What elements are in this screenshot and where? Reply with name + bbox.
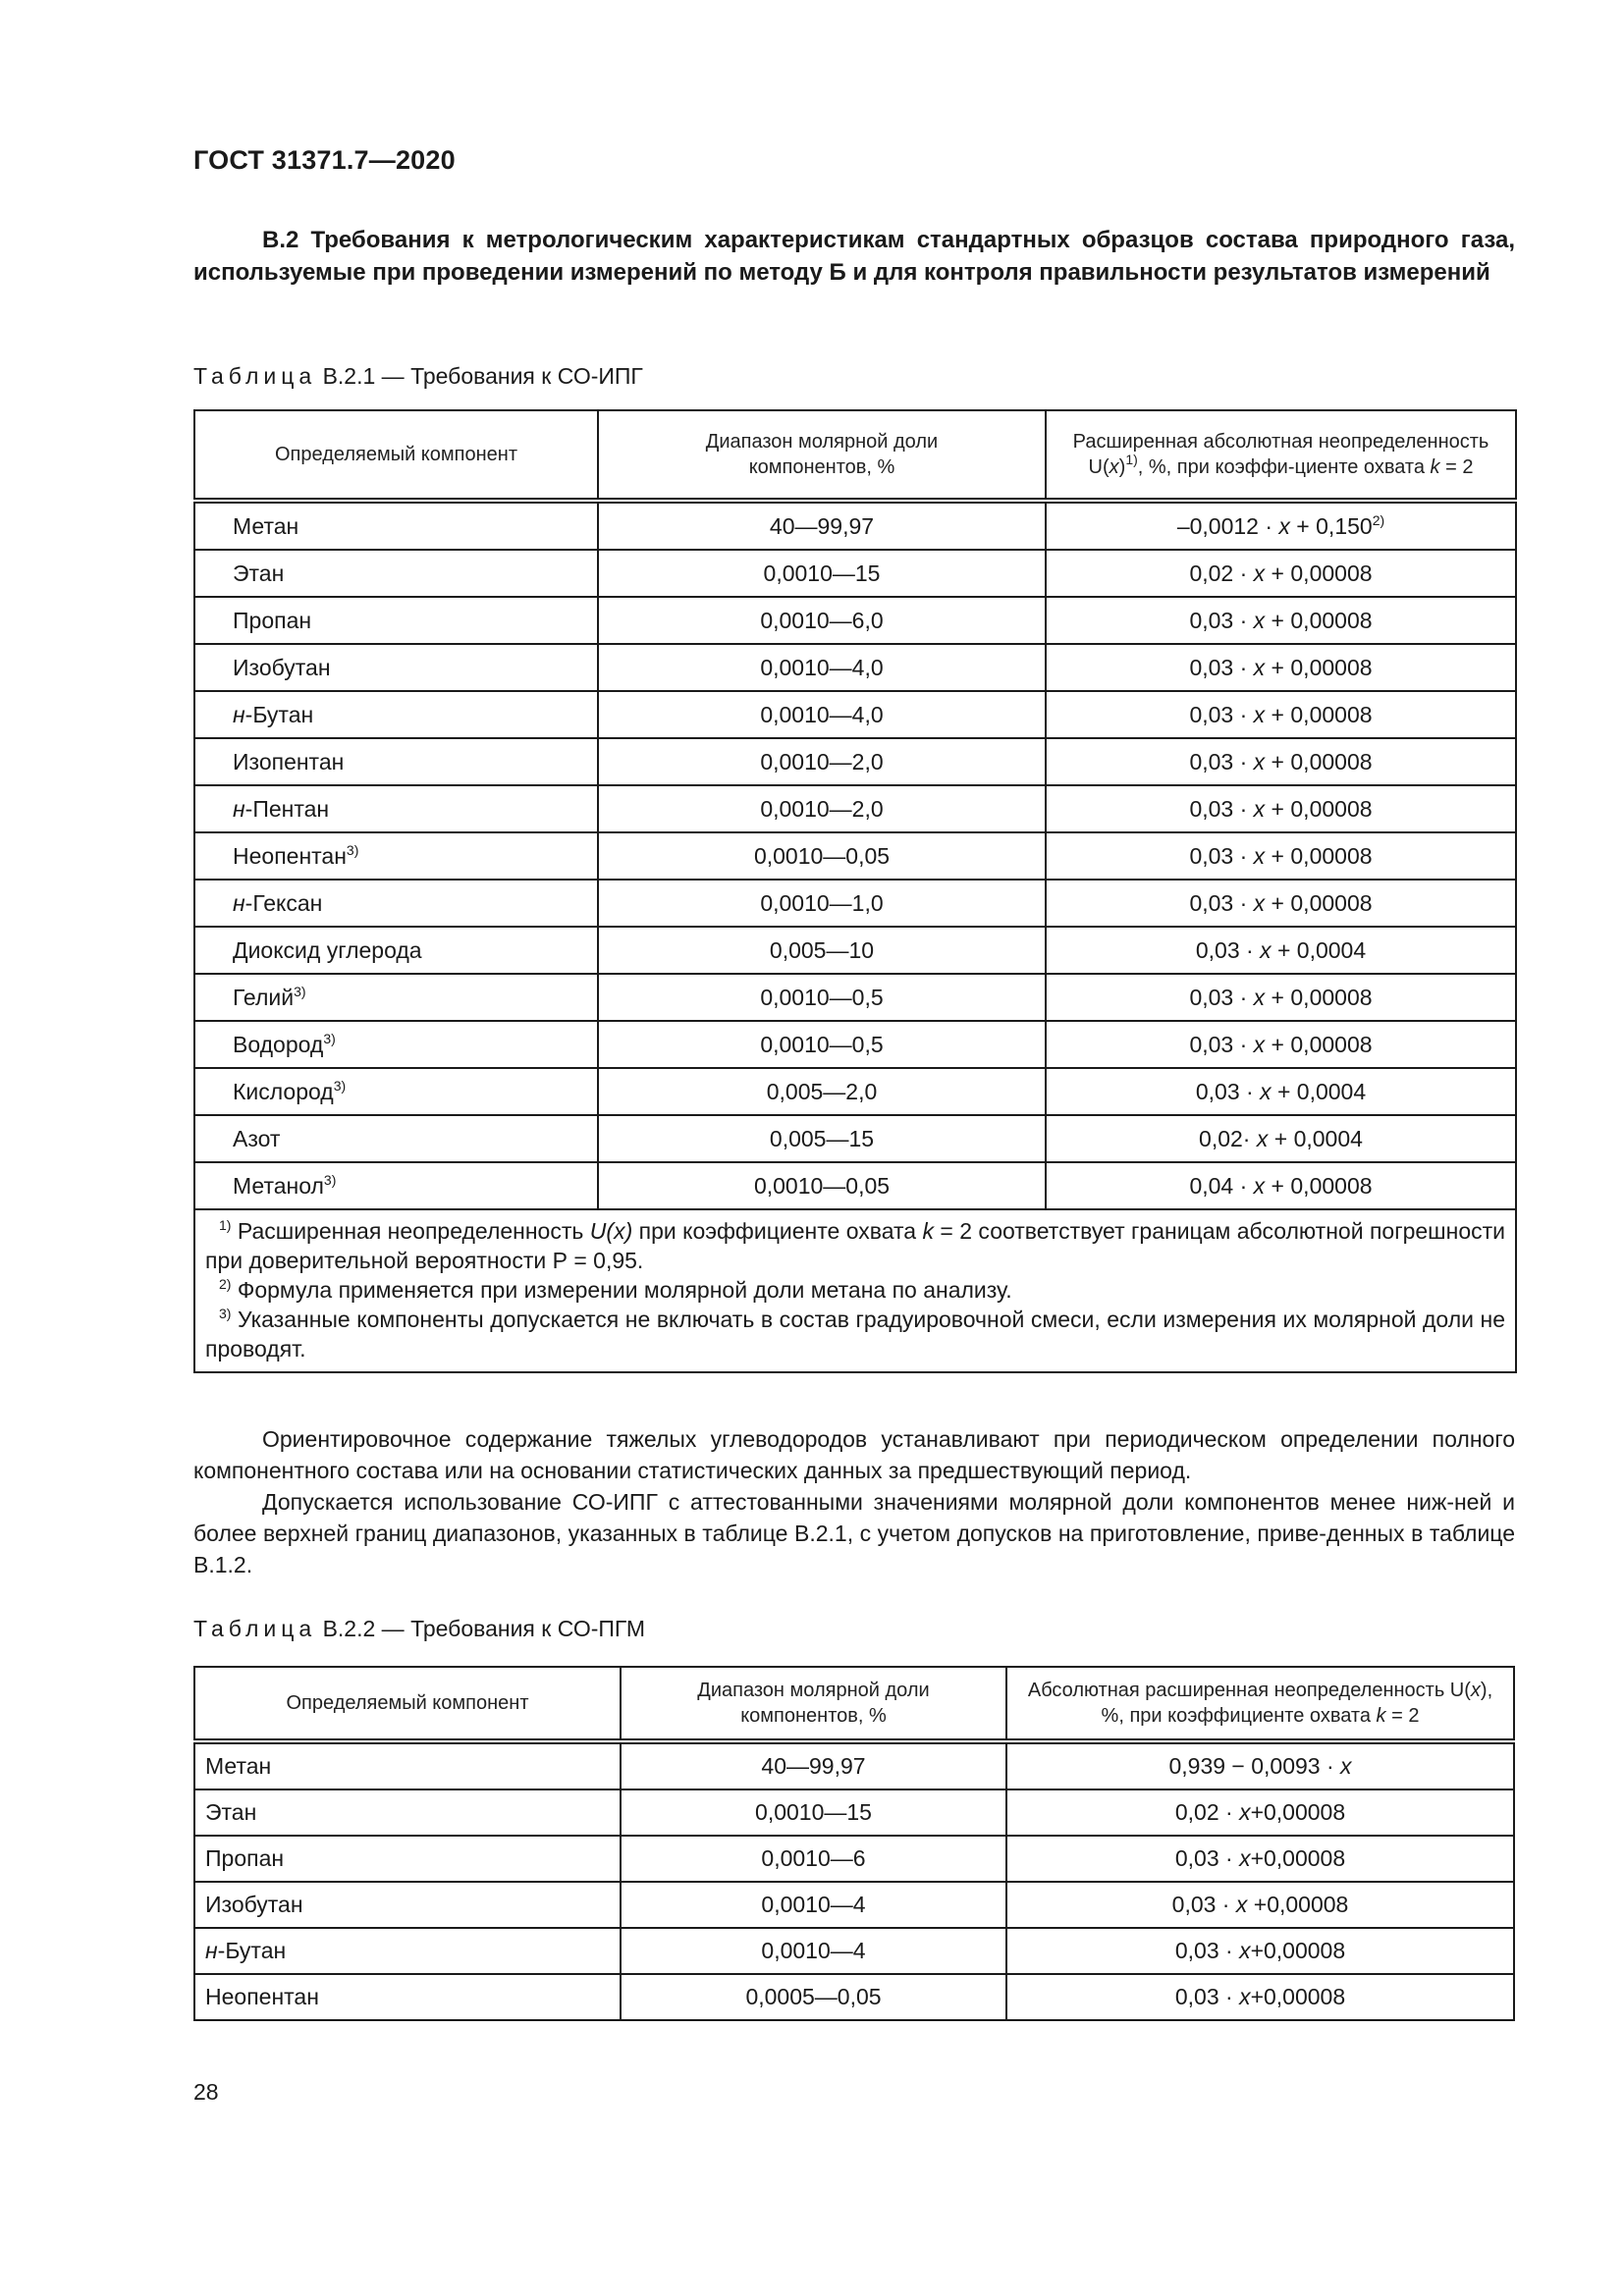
component-name: Неопентан <box>205 1984 319 2009</box>
cell-component <box>194 644 598 691</box>
cell-uncertainty <box>1006 1836 1514 1882</box>
header-uncertainty <box>1006 1667 1514 1741</box>
formula-text: + 0,00008 <box>1265 560 1373 586</box>
cell-component <box>194 785 598 832</box>
variable-x: x <box>1253 654 1266 680</box>
formula-text: –0,0012 · <box>1176 512 1279 539</box>
formula-text: + 0,00008 <box>1265 842 1373 869</box>
header-uncertainty-var: k <box>1376 1705 1386 1727</box>
cell-range: 0,0010—4,0 <box>598 644 1046 691</box>
component-prefix: н <box>233 795 245 822</box>
cell-range: 0,0010—4 <box>621 1928 1006 1974</box>
variable-x: x <box>1253 795 1266 822</box>
document-title: ГОСТ 31371.7—2020 <box>193 145 456 175</box>
formula-text: +0,00008 <box>1250 1938 1346 1963</box>
footnote-indent <box>205 1307 219 1332</box>
formula-text: 0,03 · <box>1189 842 1254 869</box>
cell-range: 0,0010—0,05 <box>598 1162 1046 1209</box>
cell-range: 0,0010—0,5 <box>598 974 1046 1021</box>
footnote-ref: 3) <box>323 1171 337 1188</box>
header-uncertainty-text: = 2 <box>1385 1705 1420 1727</box>
component-name: Изопентан <box>233 748 345 774</box>
footnote-ref: 3) <box>323 1030 336 1046</box>
formula-text: 0,03 · <box>1174 1938 1240 1963</box>
formula-text: + 0,00008 <box>1265 1031 1373 1057</box>
component-name: Этан <box>205 1799 257 1825</box>
variable-x: x <box>1253 984 1266 1010</box>
table-b22-body <box>194 1741 1514 2020</box>
cell-range: 0,0010—0,5 <box>598 1021 1046 1068</box>
cell-component <box>194 1068 598 1115</box>
footnote-variable: k <box>922 1218 934 1244</box>
table-b21 <box>193 409 1517 1373</box>
header-uncertainty-var: x <box>1470 1680 1481 1701</box>
formula-text: 0,02 · <box>1189 560 1254 586</box>
cell-range: 0,0010—4 <box>621 1882 1006 1928</box>
footnote-indent <box>205 1277 219 1303</box>
formula-text: + 0,0004 <box>1271 936 1367 963</box>
formula-text: + 0,00008 <box>1265 701 1373 727</box>
footnote-text: Указанные компоненты допускается не включать в состав градуировочной смеси, если измерения их молярной доли не проводят. <box>205 1307 1505 1362</box>
cell-uncertainty <box>1046 1021 1516 1068</box>
cell-component <box>194 1789 621 1836</box>
component-name: Метан <box>205 1753 272 1779</box>
header-range-text: Диапазон молярной доли компонентов, % <box>705 431 939 478</box>
footnote-ref: 3) <box>333 1077 347 1094</box>
formula-text: 0,02· <box>1199 1125 1257 1151</box>
cell-uncertainty <box>1046 691 1516 738</box>
component-prefix: н <box>205 1938 218 1963</box>
cell-uncertainty <box>1006 1789 1514 1836</box>
table-row <box>194 1974 1514 2020</box>
cell-range: 0,005—2,0 <box>598 1068 1046 1115</box>
cell-uncertainty <box>1046 1068 1516 1115</box>
header-component: Определяемый компонент <box>194 1667 621 1741</box>
variable-x: x <box>1239 1799 1251 1825</box>
table-row <box>194 501 1516 550</box>
component-name: -Бутан <box>217 1938 287 1963</box>
cell-component <box>194 1974 621 2020</box>
cell-uncertainty <box>1046 738 1516 785</box>
formula-text: +0,00008 <box>1247 1892 1349 1917</box>
cell-component <box>194 832 598 880</box>
formula-text: 0,03 · <box>1189 748 1254 774</box>
header-uncertainty-var: x <box>1109 456 1119 478</box>
formula-text: 0,03 · <box>1189 1031 1254 1057</box>
table-b22-caption <box>193 1616 645 1642</box>
cell-range: 40—99,97 <box>621 1741 1006 1789</box>
component-name: Этан <box>233 560 285 586</box>
table-row <box>194 1928 1514 1974</box>
formula-text: 0,939 − 0,0093 · <box>1168 1753 1341 1779</box>
cell-uncertainty <box>1046 974 1516 1021</box>
table-row <box>194 550 1516 597</box>
cell-component <box>194 691 598 738</box>
cell-component <box>194 1836 621 1882</box>
footnote-mark: 1) <box>219 1217 232 1233</box>
table-row <box>194 785 1516 832</box>
cell-component <box>194 974 598 1021</box>
formula-text: 0,03 · <box>1189 984 1254 1010</box>
variable-x: x <box>1256 1125 1269 1151</box>
table-row <box>194 1836 1514 1882</box>
formula-text: 0,03 · <box>1189 607 1254 633</box>
footnote-mark: 3) <box>219 1306 232 1321</box>
component-name: Метанол <box>233 1172 324 1199</box>
header-uncertainty-text: Расширенная абсолютная неопределенность U( <box>1072 431 1489 478</box>
formula-text: + 0,150 <box>1289 512 1373 539</box>
variable-x: x <box>1239 1938 1251 1963</box>
cell-component <box>194 597 598 644</box>
component-name: Кислород <box>233 1078 334 1104</box>
header-uncertainty-text: = 2 <box>1439 456 1474 478</box>
header-range-text: Диапазон молярной доли компонентов, % <box>697 1680 930 1727</box>
table-row <box>194 644 1516 691</box>
variable-x: x <box>1260 936 1272 963</box>
cell-component <box>194 1162 598 1209</box>
cell-range: 0,0010—4,0 <box>598 691 1046 738</box>
cell-component <box>194 1741 621 1789</box>
cell-range: 0,005—15 <box>598 1115 1046 1162</box>
footnote-text: Формула применяется при измерении молярной доли метана по анализу. <box>231 1277 1012 1303</box>
footnote-text: = 2 соответствует границам абсолютной погрешности при доверительной вероятности Р = 0,95. <box>205 1218 1505 1273</box>
formula-text: 0,03 · <box>1189 701 1254 727</box>
table-b21-body <box>194 501 1516 1209</box>
variable-x: x <box>1253 607 1266 633</box>
cell-range: 0,005—10 <box>598 927 1046 974</box>
footnote-text: Расширенная неопределенность <box>231 1218 590 1244</box>
cell-component <box>194 1115 598 1162</box>
cell-uncertainty <box>1006 1928 1514 1974</box>
table-row <box>194 597 1516 644</box>
section-heading: В.2 Требования к метрологическим характеристикам стандартных образцов состава природного газа, используемые при проведении измерений по методу Б и для контроля правильности результатов измерений <box>193 227 1515 286</box>
table-row <box>194 738 1516 785</box>
caption-text: В.2.2 — Требования к СО-ПГМ <box>322 1616 645 1641</box>
formula-text: + 0,00008 <box>1265 1172 1373 1199</box>
formula-text: 0,03 · <box>1195 936 1261 963</box>
cell-range: 0,0010—15 <box>621 1789 1006 1836</box>
cell-uncertainty <box>1046 927 1516 974</box>
component-name: Изобутан <box>233 654 331 680</box>
footnote-variable: U(x) <box>589 1218 633 1244</box>
formula-text: 0,03 · <box>1189 889 1254 916</box>
table-row <box>194 1882 1514 1928</box>
cell-uncertainty <box>1046 880 1516 927</box>
header-range <box>598 410 1046 501</box>
variable-x: x <box>1253 748 1266 774</box>
table-row <box>194 880 1516 927</box>
caption-label: Таблица <box>193 1616 317 1641</box>
formula-text: 0,03 · <box>1171 1892 1236 1917</box>
header-uncertainty-text: , %, при коэффи-циенте охвата <box>1137 456 1431 478</box>
formula-text: +0,00008 <box>1250 1984 1346 2009</box>
component-name: Азот <box>233 1125 281 1151</box>
component-name: Гелий <box>233 984 295 1010</box>
paragraph: Допускается использование СО-ИПГ с аттестованными значениями молярной доли компонентов менее ниж-ней и более верхней границ диапазонов, указанных в таблице В.2.1, с учетом допусков на приготовление, приве-денных в таблице В.1.2. <box>193 1489 1515 1577</box>
variable-x: x <box>1239 1845 1251 1871</box>
variable-x: x <box>1253 560 1266 586</box>
caption-text: В.2.1 — Требования к СО-ИПГ <box>322 363 643 389</box>
table-row <box>194 1162 1516 1209</box>
table-row <box>194 691 1516 738</box>
formula-text: 0,03 · <box>1174 1984 1240 2009</box>
cell-uncertainty <box>1046 785 1516 832</box>
header-uncertainty-text: Абсолютная расширенная неопределенность U( <box>1027 1680 1471 1701</box>
formula-text: + 0,00008 <box>1265 748 1373 774</box>
cell-component <box>194 501 598 550</box>
table-row <box>194 1741 1514 1789</box>
cell-range: 0,0010—1,0 <box>598 880 1046 927</box>
caption-label: Таблица <box>193 363 317 389</box>
cell-uncertainty <box>1046 1162 1516 1209</box>
cell-range: 0,0010—15 <box>598 550 1046 597</box>
formula-text: 0,03 · <box>1174 1845 1240 1871</box>
cell-component <box>194 1021 598 1068</box>
component-prefix: н <box>233 701 245 727</box>
component-name: Неопентан <box>233 842 347 869</box>
footnote-ref: 1) <box>1125 452 1138 467</box>
formula-text: 0,03 · <box>1189 795 1254 822</box>
footnote <box>205 1305 1505 1363</box>
formula-text: + 0,0004 <box>1271 1078 1367 1104</box>
header-uncertainty-var: k <box>1430 456 1440 478</box>
component-name: Изобутан <box>205 1892 303 1917</box>
cell-uncertainty <box>1006 1741 1514 1789</box>
paragraph: Ориентировочное содержание тяжелых углеводородов устанавливают при периодическом определении полного компонентного состава или на основании статистических данных за предшествующий период. <box>193 1426 1515 1483</box>
footnote-ref: 3) <box>346 841 359 858</box>
footnote <box>205 1216 1505 1275</box>
cell-component <box>194 880 598 927</box>
formula-text: + 0,0004 <box>1268 1125 1363 1151</box>
header-component: Определяемый компонент <box>194 410 598 501</box>
variable-x: x <box>1253 842 1266 869</box>
table-b22 <box>193 1666 1515 2021</box>
component-name: Метан <box>233 512 299 539</box>
formula-text: + 0,00008 <box>1265 889 1373 916</box>
variable-x: x <box>1253 889 1266 916</box>
formula-text: + 0,00008 <box>1265 654 1373 680</box>
header-range <box>621 1667 1006 1741</box>
footnote-mark: 2) <box>219 1276 232 1292</box>
header-uncertainty-text: ), %, при коэффициенте охвата <box>1101 1680 1493 1727</box>
cell-uncertainty <box>1046 1115 1516 1162</box>
cell-uncertainty <box>1046 550 1516 597</box>
table-row <box>194 832 1516 880</box>
cell-range: 0,0005—0,05 <box>621 1974 1006 2020</box>
cell-component <box>194 1928 621 1974</box>
header-uncertainty-text: ) <box>1118 456 1126 478</box>
table-row <box>194 927 1516 974</box>
variable-x: x <box>1253 701 1266 727</box>
variable-x: x <box>1235 1892 1248 1917</box>
footnote-ref: 3) <box>294 983 306 999</box>
header-uncertainty <box>1046 410 1516 501</box>
page-number: 28 <box>193 2079 219 2105</box>
cell-component <box>194 550 598 597</box>
cell-range: 40—99,97 <box>598 501 1046 550</box>
table-row <box>194 1021 1516 1068</box>
table-notes <box>194 1209 1516 1372</box>
cell-uncertainty <box>1046 644 1516 691</box>
formula-text: 0,03 · <box>1189 654 1254 680</box>
cell-range: 0,0010—2,0 <box>598 738 1046 785</box>
footnote-text: при коэффициенте охвата <box>632 1218 923 1244</box>
component-name: Пропан <box>205 1845 285 1871</box>
formula-text: + 0,00008 <box>1265 984 1373 1010</box>
cell-range: 0,0010—6,0 <box>598 597 1046 644</box>
table-header-row <box>194 1667 1514 1741</box>
cell-uncertainty <box>1046 832 1516 880</box>
variable-x: x <box>1340 1753 1352 1779</box>
cell-uncertainty <box>1046 501 1516 550</box>
table-row <box>194 1115 1516 1162</box>
variable-x: x <box>1239 1984 1251 2009</box>
variable-x: x <box>1253 1172 1266 1199</box>
component-prefix: н <box>233 889 245 916</box>
component-name: Водород <box>233 1031 324 1057</box>
cell-range: 0,0010—6 <box>621 1836 1006 1882</box>
formula-text: + 0,00008 <box>1265 795 1373 822</box>
cell-component <box>194 927 598 974</box>
cell-uncertainty <box>1046 597 1516 644</box>
formula-text: +0,00008 <box>1250 1845 1346 1871</box>
component-name: Диоксид углерода <box>233 936 422 963</box>
component-name: -Пентан <box>244 795 330 822</box>
component-name: -Бутан <box>244 701 314 727</box>
cell-component <box>194 1882 621 1928</box>
table-notes-row <box>194 1209 1516 1372</box>
formula-text: 0,04 · <box>1189 1172 1254 1199</box>
footnote <box>205 1275 1505 1305</box>
component-name: Пропан <box>233 607 312 633</box>
component-name: -Гексан <box>244 889 323 916</box>
variable-x: x <box>1253 1031 1266 1057</box>
variable-x: x <box>1278 512 1290 539</box>
table-header-row <box>194 410 1516 501</box>
table-row <box>194 974 1516 1021</box>
table-b21-caption <box>193 363 643 390</box>
cell-uncertainty <box>1006 1974 1514 2020</box>
cell-uncertainty <box>1006 1882 1514 1928</box>
variable-x: x <box>1260 1078 1272 1104</box>
cell-component <box>194 738 598 785</box>
footnote-indent <box>205 1218 219 1244</box>
cell-range: 0,0010—2,0 <box>598 785 1046 832</box>
table-row <box>194 1789 1514 1836</box>
formula-text: 0,02 · <box>1174 1799 1240 1825</box>
formula-text: + 0,00008 <box>1265 607 1373 633</box>
table-row <box>194 1068 1516 1115</box>
cell-range: 0,0010—0,05 <box>598 832 1046 880</box>
formula-text: +0,00008 <box>1250 1799 1346 1825</box>
footnote-ref: 2) <box>1372 511 1385 528</box>
formula-text: 0,03 · <box>1195 1078 1261 1104</box>
